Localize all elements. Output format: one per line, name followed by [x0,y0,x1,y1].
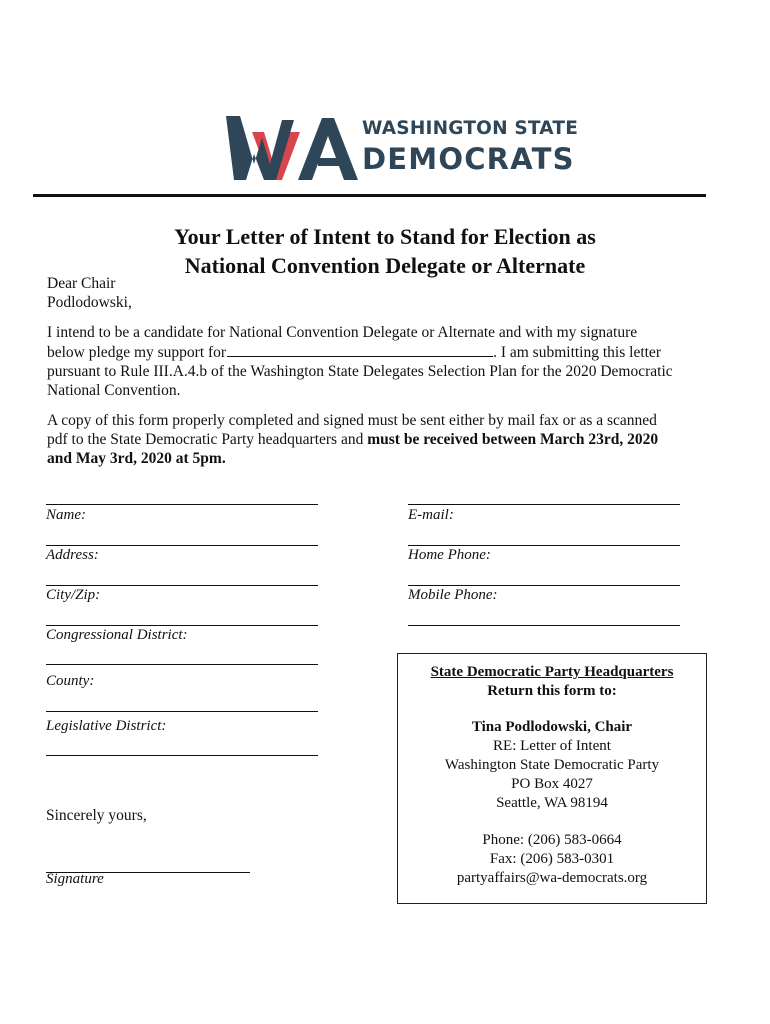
home-phone-label: Home Phone: [408,547,491,563]
copy-line-2-pre: pdf to the State Democratic Party headquarters and [47,431,368,448]
hq-contact-name: Tina Podlodowski, Chair [471,719,633,735]
hq-heading: State Democratic Party Headquarters [430,664,674,680]
hq-subheading: Return this form to: [487,683,617,699]
deadline-end-text: and May 3rd, 2020 at 5pm. [47,450,226,467]
name-field[interactable] [46,504,318,505]
hq-fax: Fax: (206) 583-0301 [489,851,615,867]
hq-re: RE: Letter of Intent [493,738,611,754]
deadline-text: must be received between March 23rd, 2020 [367,431,659,448]
extra-right-field-line[interactable] [408,625,680,626]
salutation [47,274,717,312]
intro-line-4: National Convention. [47,382,181,399]
hq-city: Seattle, WA 98194 [496,795,608,811]
hq-phone: Phone: (206) 583-0664 [482,832,622,848]
email-label: E-mail: [408,507,454,523]
signature-label: Signature [46,871,104,887]
copy-line-2 [47,430,717,449]
mobile-phone-label: Mobile Phone: [408,587,498,603]
county-label: County: [46,673,95,689]
title-line-1: Your Letter of Intent to Stand for Election as [174,224,596,249]
address-label: Address: [46,547,99,563]
intro-line-2-post: . I am submitting this letter [493,344,661,361]
copy-paragraph [47,411,717,468]
closing-text: Sincerely yours, [46,807,147,824]
city-zip-label: City/Zip: [46,587,101,603]
hq-email: partyaffairs@wa-democrats.org [456,870,648,886]
email-field[interactable] [408,504,680,505]
hq-org: Washington State Democratic Party [444,757,660,773]
name-label: Name: [46,507,86,523]
hq-po-box: PO Box 4027 [511,776,593,792]
pledge-support-field[interactable] [227,342,493,357]
copy-line-3 [47,449,717,468]
salutation-line-2: Podlodowski, [47,294,132,311]
page-title [0,222,770,280]
logo-text-washington-state: WASHINGTON STATE [362,118,579,139]
congressional-district-field[interactable] [46,625,318,626]
headquarters-box [397,653,707,904]
legislative-district-label: Legislative District: [46,718,167,734]
congressional-district-label: Congressional District: [46,627,188,643]
legislative-district-field[interactable] [46,711,318,712]
intro-line-2 [47,342,717,362]
extra-field-line[interactable] [46,755,318,756]
mobile-phone-field[interactable] [408,585,680,586]
intro-line-3: pursuant to Rule III.A.4.b of the Washington State Delegates Selection Plan for the 2020 Democratic [47,363,673,380]
intro-paragraph [47,323,717,400]
logo-text-democrats: DEMOCRATS [362,142,575,176]
county-field[interactable] [46,664,318,665]
salutation-line-1: Dear Chair [47,275,116,292]
intro-line-2-pre: below pledge my support for [47,344,227,361]
city-zip-field[interactable] [46,585,318,586]
header-rule [33,194,706,197]
copy-line-1: A copy of this form properly completed and signed must be sent either by mail fax or as a scanned [47,412,657,429]
address-field[interactable] [46,545,318,546]
title-line-2: National Convention Delegate or Alternate [184,253,586,278]
home-phone-field[interactable] [408,545,680,546]
intro-line-1: I intend to be a candidate for National Convention Delegate or Alternate and with my signature [47,324,638,341]
